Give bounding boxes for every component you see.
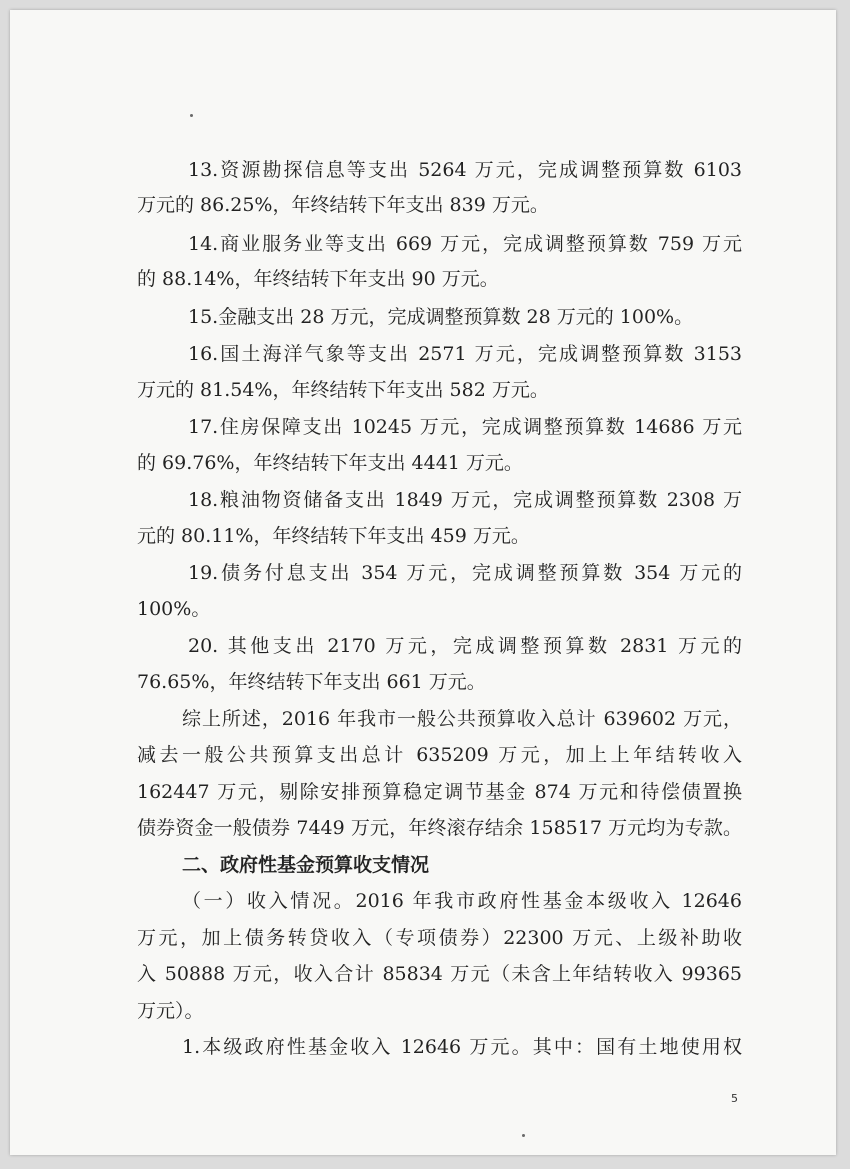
text-line: 的 69.76%，年终结转下年支出 4441 万元。 xyxy=(137,452,523,474)
text-line: 16.国土海洋气象等支出 2571 万元，完成调整预算数 3153 xyxy=(188,343,742,365)
section-heading: 二、政府性基金预算收支情况 xyxy=(182,854,430,876)
text-line: 19.债务付息支出 354 万元，完成调整预算数 354 万元的 xyxy=(188,562,742,584)
text-line: 入 50888 万元，收入合计 85834 万元（未含上年结转收入 99365 xyxy=(137,963,742,985)
text-line: 的 88.14%，年终结转下年支出 90 万元。 xyxy=(137,268,499,290)
text-line: 17.住房保障支出 10245 万元，完成调整预算数 14686 万元 xyxy=(188,416,742,438)
text-line: 1.本级政府性基金收入 12646 万元。其中：国有土地使用权 xyxy=(182,1036,742,1058)
page-number: 5 xyxy=(731,1092,738,1105)
text-line: 综上所述，2016 年我市一般公共预算收入总计 639602 万元， xyxy=(182,708,742,730)
text-line: 13.资源勘探信息等支出 5264 万元，完成调整预算数 6103 xyxy=(188,159,742,181)
text-line: 万元的 86.25%，年终结转下年支出 839 万元。 xyxy=(137,194,549,216)
text-line: 162447 万元，剔除安排预算稳定调节基金 874 万元和待偿债置换 xyxy=(137,781,742,803)
text-line: （一）收入情况。2016 年我市政府性基金本级收入 12646 xyxy=(182,890,742,912)
text-line: 元的 80.11%，年终结转下年支出 459 万元。 xyxy=(137,525,530,547)
text-line: 万元，加上债务转贷收入（专项债券）22300 万元、上级补助收 xyxy=(137,927,742,949)
text-line: 20. 其他支出 2170 万元，完成调整预算数 2831 万元的 xyxy=(188,635,742,657)
scan-speck xyxy=(522,1134,525,1137)
text-line: 76.65%，年终结转下年支出 661 万元。 xyxy=(137,671,486,693)
scan-speck xyxy=(190,114,193,117)
text-line: 万元）。 xyxy=(137,1000,204,1022)
text-line: 18.粮油物资储备支出 1849 万元，完成调整预算数 2308 万 xyxy=(188,489,742,511)
text-line: 100%。 xyxy=(137,598,211,620)
text-line: 减去一般公共预算支出总计 635209 万元，加上上年结转收入 xyxy=(137,744,742,766)
text-line: 万元的 81.54%，年终结转下年支出 582 万元。 xyxy=(137,379,549,401)
text-line: 债券资金一般债券 7449 万元，年终滚存结余 158517 万元均为专款。 xyxy=(137,817,742,839)
text-line: 15.金融支出 28 万元，完成调整预算数 28 万元的 100%。 xyxy=(188,306,694,328)
text-line: 14.商业服务业等支出 669 万元，完成调整预算数 759 万元 xyxy=(188,233,742,255)
